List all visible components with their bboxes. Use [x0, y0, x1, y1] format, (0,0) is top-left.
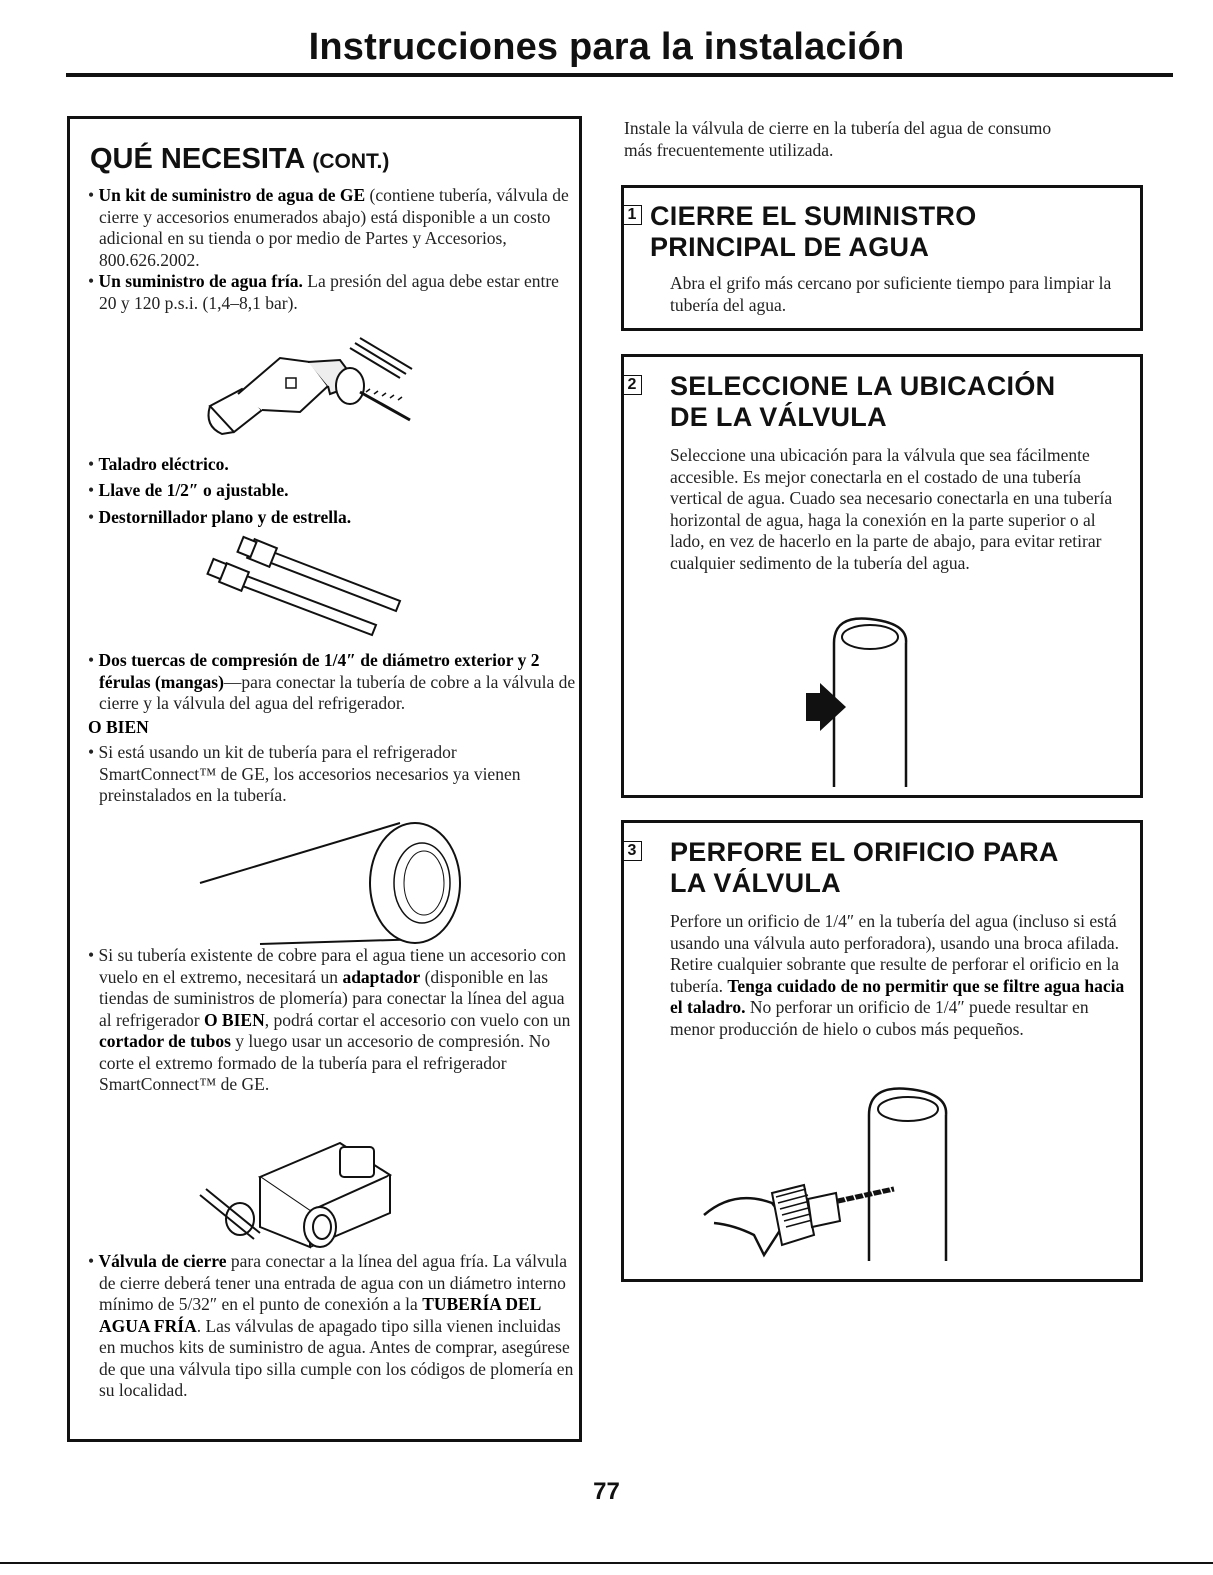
step-3-bold: Tenga cuidado de no permitir que se filtre agua hacia el taladro.	[670, 975, 1125, 1017]
flared-tube-illustration	[200, 819, 470, 949]
flare-bold-1: adaptador	[342, 966, 421, 987]
kit-bold: Un kit de suministro de agua de GE	[98, 185, 366, 205]
step-2-title-line-1: SELECCIONE LA UBICACIÓN	[670, 371, 1056, 401]
flare-bold-2: O BIEN	[203, 1009, 265, 1030]
step-2-title	[670, 371, 1055, 433]
what-you-need-heading	[90, 143, 389, 176]
step-2-box	[621, 354, 1143, 798]
valve-text-1: para conectar a la línea del agua fría. La válvula de cierre deberá tener una entrada de agua con un diámetro interno mínimo de 5/32″ en el punto de conexión a la	[99, 1251, 568, 1314]
step-1-text: Abra el grifo más cercano por suficiente tiempo para limpiar la tubería del agua.	[670, 273, 1112, 315]
flare-text-2: (disponible en las tiendas de suministros de plomería) para conectar la línea del agua al refrigerador	[99, 966, 565, 1030]
flare-text-3: , podrá cortar el accesorio con vuelo con un	[264, 1009, 571, 1030]
flare-fitting-item: • Si su tubería existente de cobre para el agua tiene un accesorio con vuelo en el extremo, necesitará un adaptador (disponible en las tiendas de suministros de plomería) para conectar la línea del agua al refrigerador O BIEN, podrá cortar el accesorio con vuelo con un cortador de tubos y luego usar un accesorio de compresión. No corte el extremo formado de la tubería para el refrigerador SmartConnect™ de GE.	[88, 945, 571, 1094]
step-2-title-line-2: DE LA VÁLVULA	[670, 402, 887, 432]
title-rule	[66, 73, 1173, 77]
nuts-text: —para conectar la tubería de cobre a la válvula de cierre y la válvula del agua del refrigerador.	[99, 671, 576, 713]
smart-text: Si está usando un kit de tubería para el refrigerador SmartConnect™ de GE, los accesorios necesarios ya vienen preinstalados en la tubería.	[98, 742, 521, 805]
step-1-box	[621, 185, 1143, 331]
step-2-text: Seleccione una ubicación para la válvula que sea fácilmente accesible. Es mejor conectarla en el costado de una tubería vertical de agua. Cuado sea necesario conectarla en una tubería horizontal de agua, haga la conexión en la parte superior o al lado, en vez de hacerlo en la parte de abajo, para evitar retirar cualquier sedimento de la tubería del agua.	[670, 445, 1113, 573]
tool-wrench-label: Llave de 1/2″ o ajustable.	[98, 480, 289, 500]
compression-nuts-item: • Dos tuercas de compresión de 1/4″ de diámetro exterior y 2 férulas (mangas)—para conectar la tubería de cobre a la válvula de cierre y la válvula del agua del refrigerador.	[88, 650, 576, 713]
nuts-bold: Dos tuercas de compresión de 1/4″ de diámetro exterior y 2 férulas (mangas)	[98, 650, 540, 692]
kit-text: (contiene tubería, válvula de cierre y accesorios enumerados abajo) está disponible a un costo adicional en su tienda o por medio de Partes y Accesorios, 800.626.2002.	[99, 185, 569, 270]
valve-text-2: . Las válvulas de apagado tipo silla vienen incluidas en muchos kits de suministro de agua. Antes de comprar, asegúrese de que una válvula tipo silla cumple con los códigos de plomería en su localidad.	[99, 1315, 574, 1400]
tool-screwdriver: • Destornillador plano y de estrella.	[88, 507, 352, 527]
step-3-box	[621, 820, 1143, 1282]
step-1-title-line-2: PRINCIPAL DE AGUA	[650, 232, 930, 262]
page-number: 77	[593, 1478, 620, 1505]
tool-drill-label: Taladro eléctrico.	[98, 454, 229, 474]
flare-text-4: y luego usar un accesorio de compresión. No corte el extremo formado de la tubería para el refrigerador SmartConnect™ de GE.	[99, 1031, 551, 1094]
drill-into-pipe-illustration	[704, 1085, 964, 1265]
shutoff-valve-item: • Válvula de cierre para conectar a la línea del agua fría. La válvula de cierre deberá tener una entrada de agua con un diámetro interno mínimo de 5/32″ en el punto de conexión a la TUBERÍA DEL AGUA FRÍA. Las válvulas de apagado tipo silla vienen incluidas en muchos kits de suministro de agua. Antes de comprar, asegúrese de que una válvula tipo silla cumple con los códigos de plomería en su localidad.	[88, 1251, 574, 1400]
step-2-number: 2	[622, 375, 642, 395]
compression-nuts-illustration	[200, 539, 420, 639]
smartconnect-item: • Si está usando un kit de tubería para el refrigerador SmartConnect™ de GE, los accesorios necesarios ya vienen preinstalados en la tubería.	[88, 742, 521, 805]
step-3-text-2: No perforar un orificio de 1/4″ puede resultar en menor producción de hielo o cubos más pequeños.	[670, 997, 1089, 1039]
tool-wrench: • Llave de 1/2″ o ajustable.	[88, 480, 289, 500]
intro-text: Instale la válvula de cierre en la tubería del agua de consumo más frecuentemente utilizada.	[624, 118, 1052, 160]
valve-bold-2: TUBERÍA DEL AGUA FRÍA	[99, 1294, 541, 1336]
cold-text: La presión del agua debe estar entre 20 y 120 p.s.i. (1,4–8,1 bar).	[99, 271, 559, 313]
page-title: Instrucciones para la instalación	[308, 26, 905, 68]
flare-bold-3: cortador de tubos	[99, 1031, 231, 1051]
step-3-number: 3	[622, 841, 642, 861]
step-3-title	[670, 837, 1059, 899]
flare-text-1: Si su tubería existente de cobre para el agua tiene un accesorio con vuelo en el extremo, necesitará un	[98, 945, 566, 987]
step-1-title	[650, 201, 977, 263]
shutoff-valve-illustration	[200, 1137, 420, 1247]
tool-drill: • Taladro eléctrico.	[88, 454, 229, 474]
step-1-number: 1	[622, 205, 642, 225]
cold-water-item: • Un suministro de agua fría. La presión del agua debe estar entre 20 y 120 p.s.i. (1,4–8,1 bar).	[88, 271, 559, 313]
or-label-1-text: O BIEN	[88, 717, 149, 737]
step-3-text-1: Perfore un orificio de 1/4″ en la tubería del agua (incluso si está usando una válvula auto perforadora), usando una broca afilada. Retire cualquier sobrante que resulte de perforar el orificio en la tubería.	[670, 911, 1119, 996]
vertical-pipe-arrow-illustration	[814, 615, 944, 790]
kit-item: • Un kit de suministro de agua de GE (contiene tubería, válvula de cierre y accesorios enumerados abajo) está disponible a un costo adicional en su tienda o por medio de Partes y Accesorios, 800.626.2002.	[88, 185, 569, 270]
drill-illustration	[200, 334, 420, 444]
or-label-1	[88, 717, 563, 739]
cold-bold: Un suministro de agua fría.	[98, 271, 303, 291]
bottom-rule	[0, 1562, 1213, 1564]
tool-screwdriver-label: Destornillador plano y de estrella.	[98, 507, 352, 527]
step-1-title-line-1: CIERRE EL SUMINISTRO	[650, 201, 977, 231]
step-3-title-line-2: LA VÁLVULA	[670, 868, 841, 898]
what-you-need-box	[67, 116, 582, 1442]
heading-main: QUÉ NECESITA	[90, 143, 305, 175]
step-3-title-line-1: PERFORE EL ORIFICIO PARA	[670, 837, 1059, 867]
step-3-text	[670, 911, 1130, 1040]
valve-bold: Válvula de cierre	[98, 1251, 227, 1271]
heading-suffix: (CONT.)	[312, 150, 390, 173]
